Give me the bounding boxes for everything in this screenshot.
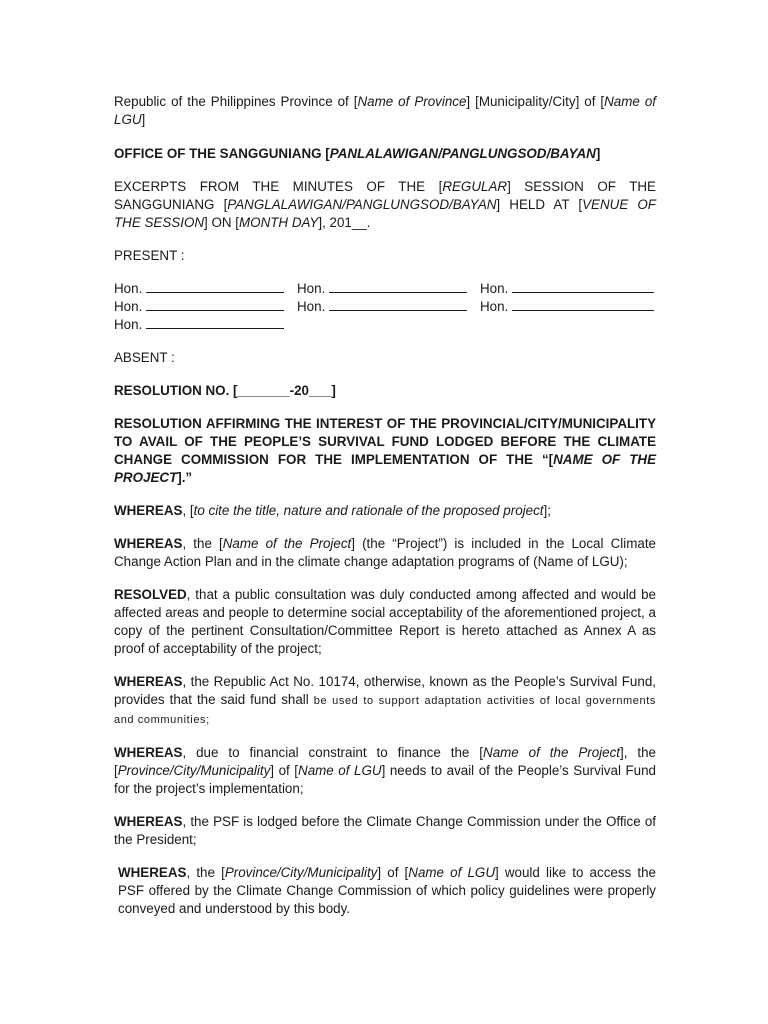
blank-line [146,316,284,329]
office-heading: OFFICE OF THE SANGGUNIANG [PANLALAWIGAN/PANGLUNGSOD/BAYAN] [114,146,601,161]
whereas-paragraph: WHEREAS, the [Province/City/Municipality] of [Name of LGU] would like to access the PSF offered by the Climate Change Commission of which policy guidelines were properly conveyed and understood by this body. [118,865,656,916]
present-label: PRESENT : [114,248,185,263]
whereas-paragraph: WHEREAS, the PSF is lodged before the Climate Change Commission under the Office of the President; [114,814,656,847]
hon-entry: Hon. [297,298,468,316]
hon-entry: Hon. [297,280,468,298]
hon-row [114,280,656,298]
present-list [114,280,656,334]
hon-entry: Hon. [114,316,285,334]
blank-line [512,298,654,311]
resolution-number: RESOLUTION NO. [_______-20___] [114,383,336,398]
excerpts-paragraph: EXCERPTS FROM THE MINUTES OF THE [REGULAR] SESSION OF THE SANGGUNIANG [PANGLALAWIGAN/PANGLUNGSOD/BAYAN] HELD AT [VENUE OF THE SESSION] ON [MONTH DAY], 201__. [114,179,656,230]
blank-line [146,298,284,311]
hon-row [114,316,656,334]
hon-entry: Hon. [480,280,656,298]
whereas-paragraph: WHEREAS, the Republic Act No. 10174, otherwise, known as the People’s Survival Fund, provides that the said fund shall be used to support adaptation activities of local governments and communities; [114,674,656,726]
blank-line [329,280,467,293]
blank-line [329,298,467,311]
document-page [114,93,656,918]
resolved-paragraph: RESOLVED, that a public consultation was duly conducted among affected and would be affected areas and people to determine social acceptability of the aforementioned project, a copy of the pertinent Consultation/Committee Report is hereto attached as Annex A as proof of acceptability of the project; [114,587,656,656]
hon-row [114,298,656,316]
blank-line [146,280,284,293]
blank-line [512,280,654,293]
hon-entry: Hon. [114,280,285,298]
whereas-paragraph: WHEREAS, [to cite the title, nature and rationale of the proposed project]; [114,503,551,518]
resolution-title: RESOLUTION AFFIRMING THE INTEREST OF THE PROVINCIAL/CITY/MUNICIPALITY TO AVAIL OF THE PEOPLE’S SURVIVAL FUND LODGED BEFORE THE CLIMATE CHANGE COMMISSION FOR THE IMPLEMENTATION OF THE “[NAME OF THE PROJECT].” [114,416,657,485]
header-line: Republic of the Philippines Province of [Name of Province] [Municipality/City] of [Name of LGU] [114,94,657,127]
hon-entry: Hon. [114,298,285,316]
whereas-paragraph: WHEREAS, due to financial constraint to finance the [Name of the Project], the [Province/City/Municipality] of [Name of LGU] needs to avail of the People’s Survival Fund for the project’s implementation; [114,745,657,796]
hon-entry: Hon. [480,298,656,316]
whereas-paragraph: WHEREAS, the [Name of the Project] (the “Project”) is included in the Local Climate Change Action Plan and in the climate change adaptation programs of (Name of LGU); [114,536,656,569]
absent-label: ABSENT : [114,350,175,365]
